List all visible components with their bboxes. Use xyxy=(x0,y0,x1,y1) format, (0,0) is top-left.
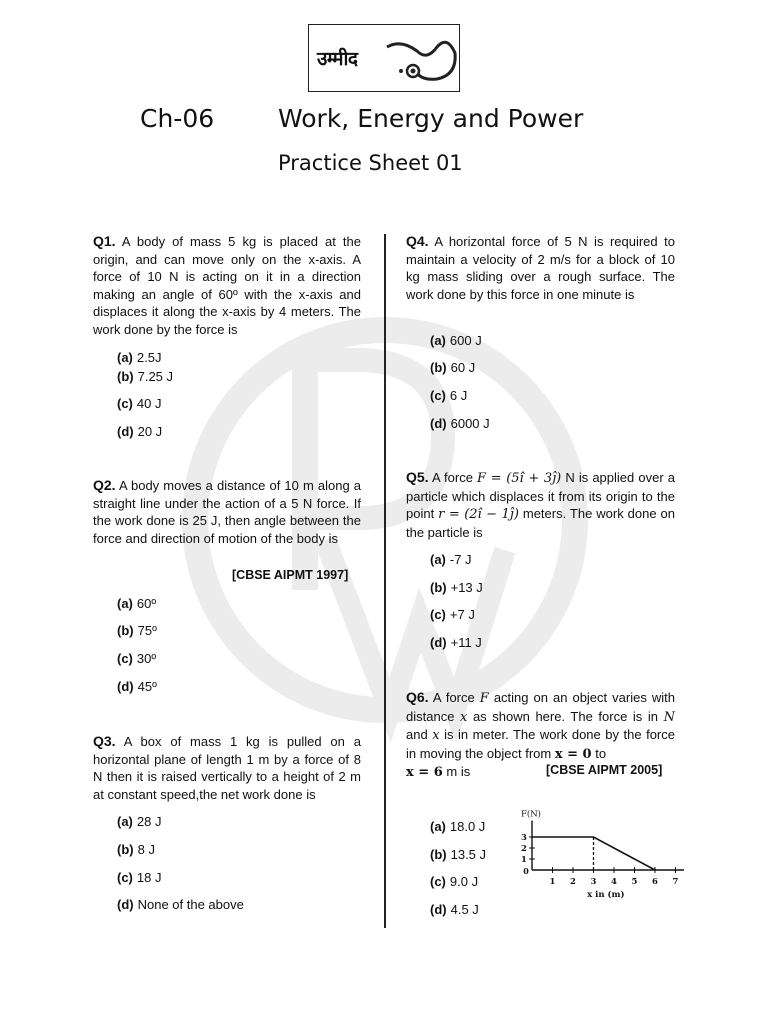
question-text: A force xyxy=(432,690,475,705)
question-text: to xyxy=(595,745,607,761)
option-value: 75º xyxy=(137,623,157,638)
option-label: (b) xyxy=(430,580,447,595)
option-label: (c) xyxy=(117,651,133,666)
y-tick-label: 3 xyxy=(521,833,527,843)
option-value: 40 J xyxy=(136,396,162,411)
math-expression: x = 0 xyxy=(554,746,592,762)
chapter-title: Work, Energy and Power xyxy=(278,104,584,133)
option-5d[interactable] xyxy=(430,635,482,650)
option-value: -7 J xyxy=(449,552,472,567)
option-value: 13.5 J xyxy=(450,847,487,862)
option-value: 60 J xyxy=(450,360,476,375)
question-number: Q1. xyxy=(93,233,116,249)
x-tick-label: 2 xyxy=(570,877,576,887)
question-text: A horizontal force of 5 N is required to maintain a velocity of 2 m/s for a block of 10 kg mass sliding over a rough surface. The work done by this force in one minute is xyxy=(406,234,675,302)
option-value: 60º xyxy=(136,596,157,611)
option-label: (d) xyxy=(430,635,447,650)
option-2d[interactable] xyxy=(117,679,157,694)
option-5c[interactable] xyxy=(430,607,475,622)
x-tick-label: 6 xyxy=(652,877,658,887)
question-number: Q3. xyxy=(93,733,116,749)
question-text: N is applied over a particle which displaces it from its origin to the point xyxy=(406,470,675,522)
option-label: (b) xyxy=(430,360,447,375)
option-value: 18.0 J xyxy=(449,819,486,834)
option-1c[interactable] xyxy=(117,396,161,411)
origin-label: 0 xyxy=(523,866,529,876)
option-label: (c) xyxy=(430,874,446,889)
x-axis-label: x in (m) xyxy=(587,890,625,900)
option-value: 4.5 J xyxy=(450,902,479,917)
question-text: as shown here. The force is in xyxy=(472,708,659,724)
option-label: (c) xyxy=(430,388,446,403)
option-label: (b) xyxy=(117,369,134,384)
question-number: Q5. xyxy=(406,469,429,485)
position-vector: r = (2î − 1ĵ) xyxy=(438,507,519,523)
math-expression: x = 6 xyxy=(406,765,443,781)
option-label: (d) xyxy=(430,416,447,431)
y-tick-label: 1 xyxy=(521,855,527,865)
option-1b[interactable] xyxy=(117,369,173,384)
option-value: 20 J xyxy=(137,424,163,439)
question-text: m is xyxy=(446,764,471,780)
option-value: 28 J xyxy=(136,814,162,829)
question-number: Q6. xyxy=(406,689,429,705)
chapter-number: Ch-06 xyxy=(140,104,215,133)
option-5a[interactable] xyxy=(430,552,472,567)
math-variable: x xyxy=(460,709,468,725)
y-tick-label: 2 xyxy=(521,844,527,854)
y-axis-label: F(N) xyxy=(521,809,541,820)
option-label: (a) xyxy=(430,819,446,834)
option-value: +13 J xyxy=(450,580,483,595)
option-3d[interactable] xyxy=(117,897,244,912)
x-tick-label: 3 xyxy=(590,877,597,887)
option-value: 8 J xyxy=(137,842,155,857)
column-divider xyxy=(384,234,386,928)
option-3b[interactable] xyxy=(117,842,155,857)
question-text: meters. The work done on the particle is xyxy=(406,506,675,540)
question-text: and xyxy=(406,727,428,743)
option-label: (c) xyxy=(117,870,133,885)
x-tick-label: 1 xyxy=(549,877,556,887)
option-label: (d) xyxy=(117,897,134,912)
question-2 xyxy=(93,477,361,547)
question-number: Q4. xyxy=(406,233,429,249)
logo xyxy=(308,24,460,92)
option-label: (d) xyxy=(117,679,134,694)
question-text: A body moves a distance of 10 m along a straight line under the action of a 5 N force. If the work done is 25 J, then angle between the force and direction of motion of the body is xyxy=(93,478,361,546)
math-variable: N xyxy=(663,709,675,725)
question-text: A body of mass 5 kg is placed at the origin, and can move only on the x-axis. A force of 10 N is acting on it in a direction making an angle of 60º with the x-axis and displaces it along the x-axis by 4 meters. The work done by the force is xyxy=(93,234,361,337)
x-tick-label: 7 xyxy=(672,877,679,887)
option-label: (a) xyxy=(117,596,133,611)
x-tick-label: 4 xyxy=(611,877,617,887)
logo-text: उम्मीद xyxy=(317,48,358,70)
question-source: [CBSE AIPMT 1997] xyxy=(232,568,349,582)
option-4c[interactable] xyxy=(430,388,467,403)
option-4a[interactable] xyxy=(430,333,482,348)
question-3 xyxy=(93,733,361,803)
option-2b[interactable] xyxy=(117,623,157,638)
option-value: 45º xyxy=(137,679,157,694)
option-value: 9.0 J xyxy=(449,874,479,889)
option-label: (b) xyxy=(117,842,134,857)
option-value: +7 J xyxy=(449,607,475,622)
option-2a[interactable] xyxy=(117,596,156,611)
option-2c[interactable] xyxy=(117,651,156,666)
option-value: 7.25 J xyxy=(137,369,174,384)
option-value: 6 J xyxy=(449,388,468,403)
option-label: (c) xyxy=(117,396,133,411)
question-number: Q2. xyxy=(93,477,116,493)
question-text: A force xyxy=(431,470,473,485)
option-label: (a) xyxy=(117,350,133,365)
question-5 xyxy=(406,469,675,541)
x-tick-label: 5 xyxy=(631,877,638,887)
question-4 xyxy=(406,233,675,303)
question-text: is in meter. The work done by the force in moving the object from xyxy=(406,727,675,761)
option-label: (a) xyxy=(430,333,446,348)
option-3c[interactable] xyxy=(117,870,161,885)
option-value: 600 J xyxy=(449,333,482,348)
option-value: 6000 J xyxy=(450,416,490,431)
question-1 xyxy=(93,233,361,339)
option-label: (d) xyxy=(430,902,447,917)
option-6d[interactable] xyxy=(430,902,479,917)
option-6b[interactable] xyxy=(430,847,486,862)
option-label: (a) xyxy=(430,552,446,567)
option-value: 2.5J xyxy=(136,350,162,365)
question-text: acting on an object varies with distance xyxy=(406,690,675,724)
option-1d[interactable] xyxy=(117,424,162,439)
force-vector: F = (5î + 3ĵ) xyxy=(477,471,562,486)
option-label: (b) xyxy=(117,623,134,638)
option-label: (b) xyxy=(430,847,447,862)
option-4b[interactable] xyxy=(430,360,475,375)
math-variable: x xyxy=(432,728,440,744)
option-value: 30º xyxy=(136,651,157,666)
option-6a[interactable] xyxy=(430,819,485,834)
option-1a[interactable] xyxy=(117,350,161,365)
force-distance-graph xyxy=(504,808,684,903)
option-4d[interactable] xyxy=(430,416,490,431)
option-label: (c) xyxy=(430,607,446,622)
option-label: (d) xyxy=(117,424,134,439)
option-5b[interactable] xyxy=(430,580,483,595)
question-text: A box of mass 1 kg is pulled on a horizontal plane of length 1 m by a force of 8 N then it is raised vertically to a height of 2 m at constant speed,the net work done is xyxy=(93,734,361,802)
question-source: [CBSE AIPMT 2005] xyxy=(546,763,663,777)
option-6c[interactable] xyxy=(430,874,478,889)
option-value: None of the above xyxy=(137,897,244,912)
option-value: 18 J xyxy=(136,870,162,885)
option-value: +11 J xyxy=(450,635,482,650)
sheet-title: Practice Sheet 01 xyxy=(278,151,463,175)
option-3a[interactable] xyxy=(117,814,161,829)
option-label: (a) xyxy=(117,814,133,829)
math-variable: F xyxy=(479,691,489,706)
stethoscope-icon xyxy=(309,25,459,91)
